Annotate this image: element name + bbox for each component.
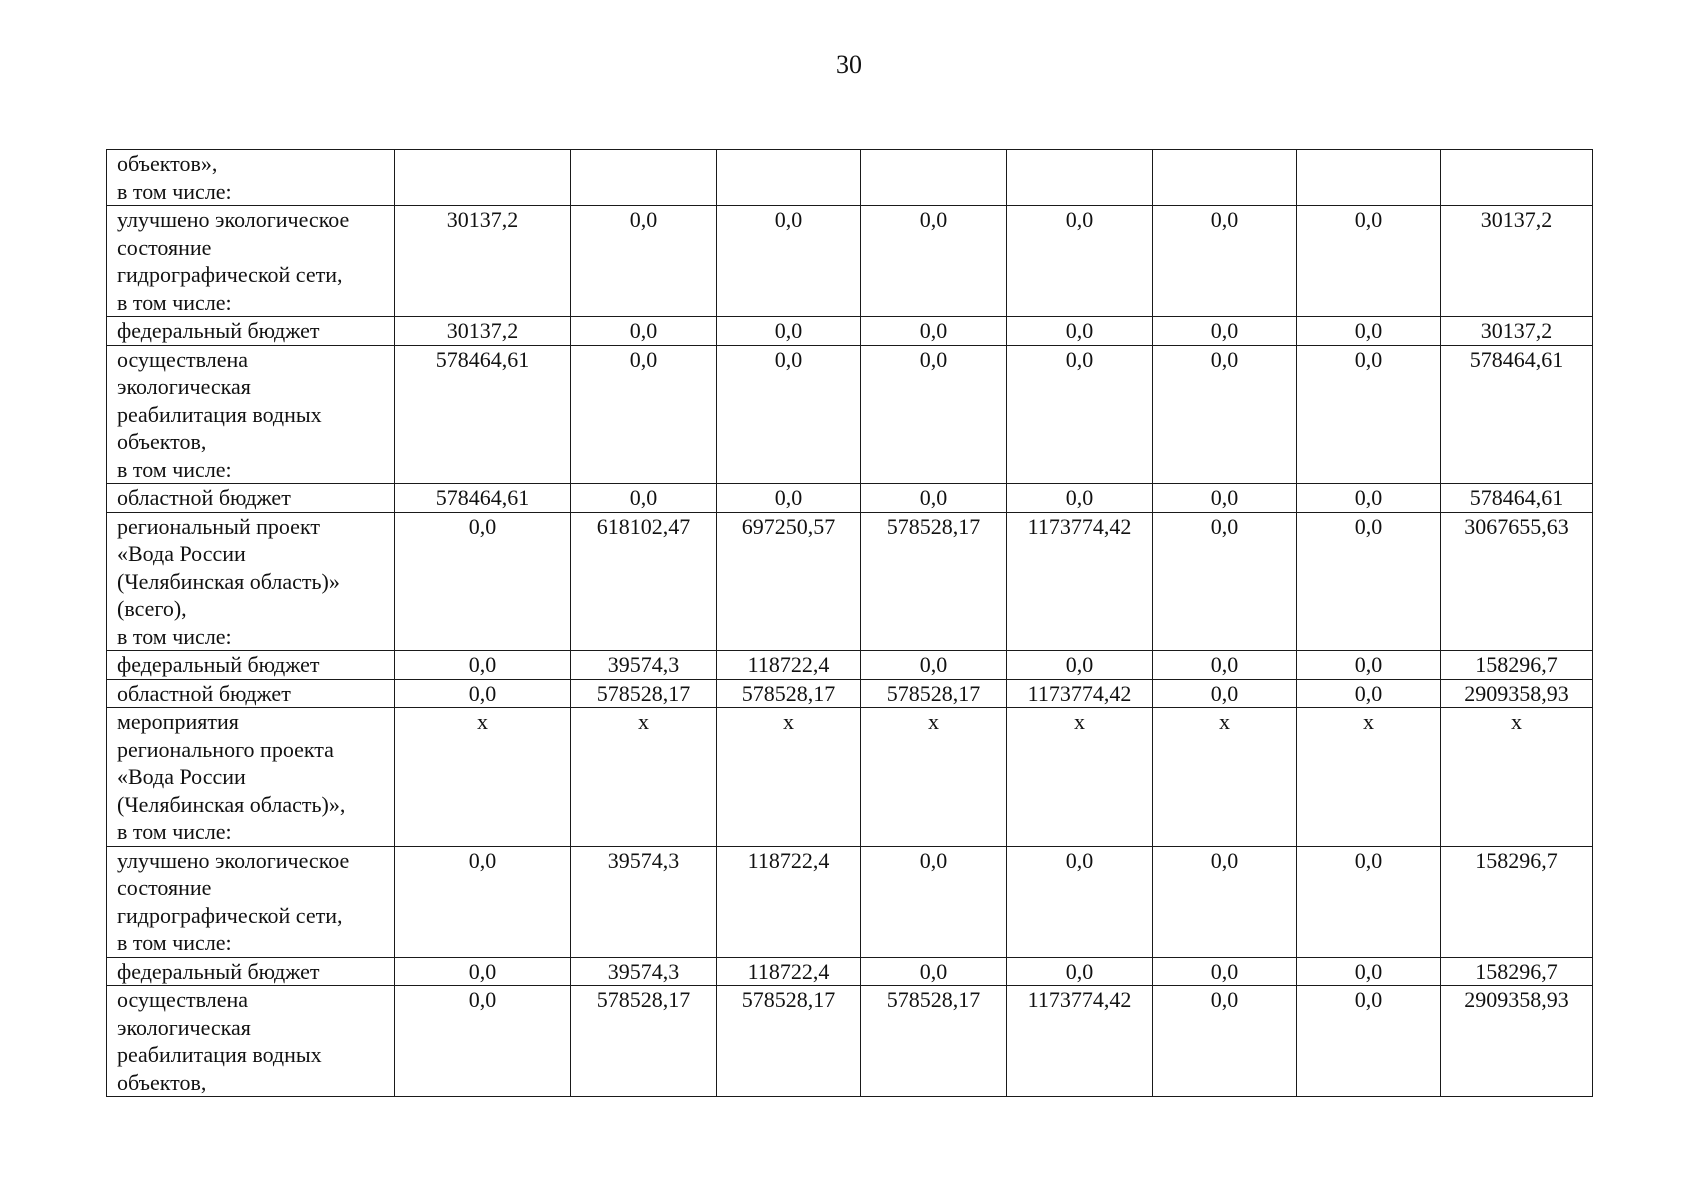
row-label-cell [107,345,395,484]
table-row [107,345,1593,484]
table-row [107,317,1593,346]
row-label: региональный проект «Вода России (Челябинская область)» (всего), в том числе: [117,513,340,649]
value-cell: 0,0 [1297,846,1441,957]
table-row [107,708,1593,847]
row-label-cell [107,317,395,346]
value-cell: 0,0 [861,317,1007,346]
row-label: областной бюджет [117,680,291,706]
table-row [107,484,1593,513]
value-cell: 0,0 [395,512,571,651]
value-cell: 0,0 [1153,986,1297,1097]
value-cell: 0,0 [395,846,571,957]
value-cell: 158296,7 [1441,957,1593,986]
value-cell: 0,0 [1297,206,1441,317]
value-cell: 158296,7 [1441,651,1593,680]
value-cell: 118722,4 [717,846,861,957]
value-cell: 0,0 [717,206,861,317]
value-cell: 0,0 [1007,651,1153,680]
value-cell: 1173774,42 [1007,512,1153,651]
value-cell: 0,0 [861,651,1007,680]
value-cell: 0,0 [1297,986,1441,1097]
value-cell: 0,0 [1297,651,1441,680]
value-cell: 118722,4 [717,651,861,680]
row-label: областной бюджет [117,485,291,510]
value-cell: 0,0 [861,957,1007,986]
value-cell: 0,0 [1007,206,1153,317]
value-cell: 0,0 [571,317,717,346]
value-cell [1153,150,1297,206]
value-cell: 618102,47 [571,512,717,651]
row-label-cell [107,708,395,847]
value-cell: 2909358,93 [1441,679,1593,708]
value-cell: 39574,3 [571,957,717,986]
value-cell: 578528,17 [571,986,717,1097]
value-cell: 0,0 [1007,957,1153,986]
value-cell: 0,0 [395,679,571,708]
value-cell: 0,0 [861,345,1007,484]
row-label-cell [107,484,395,513]
row-label: улучшено экологическое состояние гидрографической сети, в том числе: [117,207,350,315]
table-row [107,206,1593,317]
value-cell [1441,150,1593,206]
value-cell: 0,0 [1153,846,1297,957]
table-row [107,150,1593,206]
value-cell [571,150,717,206]
value-cell: 0,0 [1153,957,1297,986]
value-cell: 0,0 [1153,317,1297,346]
value-cell: x [1297,708,1441,847]
value-cell: 0,0 [1297,345,1441,484]
table-row [107,651,1593,680]
value-cell: 0,0 [861,206,1007,317]
value-cell: 0,0 [717,345,861,484]
value-cell: x [395,708,571,847]
value-cell: x [861,708,1007,847]
value-cell: 0,0 [395,957,571,986]
value-cell: 697250,57 [717,512,861,651]
value-cell: x [717,708,861,847]
value-cell: 578464,61 [1441,345,1593,484]
row-label-cell [107,206,395,317]
value-cell: 0,0 [1153,206,1297,317]
value-cell: 1173774,42 [1007,986,1153,1097]
table-row [107,957,1593,986]
value-cell: 0,0 [395,986,571,1097]
value-cell: x [1153,708,1297,847]
value-cell: 0,0 [1297,512,1441,651]
value-cell: x [1007,708,1153,847]
value-cell: 30137,2 [1441,317,1593,346]
row-label: федеральный бюджет [117,958,320,984]
value-cell: 0,0 [1153,512,1297,651]
value-cell: 0,0 [1007,345,1153,484]
value-cell: 0,0 [395,651,571,680]
value-cell: 0,0 [1297,484,1441,513]
value-cell: 578528,17 [571,679,717,708]
row-label-cell [107,679,395,708]
value-cell: 578464,61 [1441,484,1593,513]
value-cell: 158296,7 [1441,846,1593,957]
row-label: федеральный бюджет [117,652,320,677]
row-label: мероприятия регионального проекта «Вода России (Челябинская область)», в том числе: [117,709,346,844]
value-cell: 578528,17 [717,679,861,708]
value-cell [395,150,571,206]
page-number: 30 [836,50,862,79]
value-cell: 30137,2 [395,206,571,317]
value-cell: 0,0 [571,345,717,484]
value-cell: x [1441,708,1593,847]
value-cell: 0,0 [1007,484,1153,513]
value-cell: 2909358,93 [1441,986,1593,1097]
row-label: объектов», в том числе: [117,151,232,204]
value-cell [717,150,861,206]
value-cell: 0,0 [861,484,1007,513]
value-cell: 0,0 [1297,957,1441,986]
value-cell: 578528,17 [861,512,1007,651]
row-label: федеральный бюджет [117,318,320,343]
value-cell: 0,0 [1297,679,1441,708]
budget-table [106,149,1593,1097]
value-cell: 578528,17 [861,679,1007,708]
table-row [107,846,1593,957]
table-row [107,512,1593,651]
value-cell: 0,0 [861,846,1007,957]
row-label-cell [107,651,395,680]
table-body [107,150,1593,1097]
row-label-cell [107,846,395,957]
value-cell [1007,150,1153,206]
row-label-cell [107,150,395,206]
value-cell: 0,0 [717,317,861,346]
value-cell: 0,0 [1153,484,1297,513]
value-cell: 0,0 [1153,345,1297,484]
row-label-cell [107,957,395,986]
row-label: осуществлена экологическая реабилитация водных объектов, [117,987,322,1095]
value-cell: 39574,3 [571,846,717,957]
value-cell: 0,0 [571,484,717,513]
row-label: осуществлена экологическая реабилитация водных объектов, в том числе: [117,346,322,482]
value-cell: 30137,2 [1441,206,1593,317]
row-label-cell [107,512,395,651]
value-cell: 118722,4 [717,957,861,986]
value-cell: 30137,2 [395,317,571,346]
value-cell [1297,150,1441,206]
value-cell: 0,0 [1153,651,1297,680]
value-cell: 0,0 [571,206,717,317]
value-cell: 578464,61 [395,345,571,484]
value-cell: 578528,17 [861,986,1007,1097]
row-label-cell [107,986,395,1097]
value-cell: 0,0 [1297,317,1441,346]
value-cell: 0,0 [1007,317,1153,346]
value-cell: 0,0 [1153,679,1297,708]
value-cell: 39574,3 [571,651,717,680]
value-cell: 0,0 [717,484,861,513]
value-cell: x [571,708,717,847]
value-cell: 1173774,42 [1007,679,1153,708]
value-cell [861,150,1007,206]
row-label: улучшено экологическое состояние гидрографической сети, в том числе: [117,847,350,955]
value-cell: 3067655,63 [1441,512,1593,651]
value-cell: 578528,17 [717,986,861,1097]
value-cell: 578464,61 [395,484,571,513]
value-cell: 0,0 [1007,846,1153,957]
table-row [107,986,1593,1097]
table-row [107,679,1593,708]
